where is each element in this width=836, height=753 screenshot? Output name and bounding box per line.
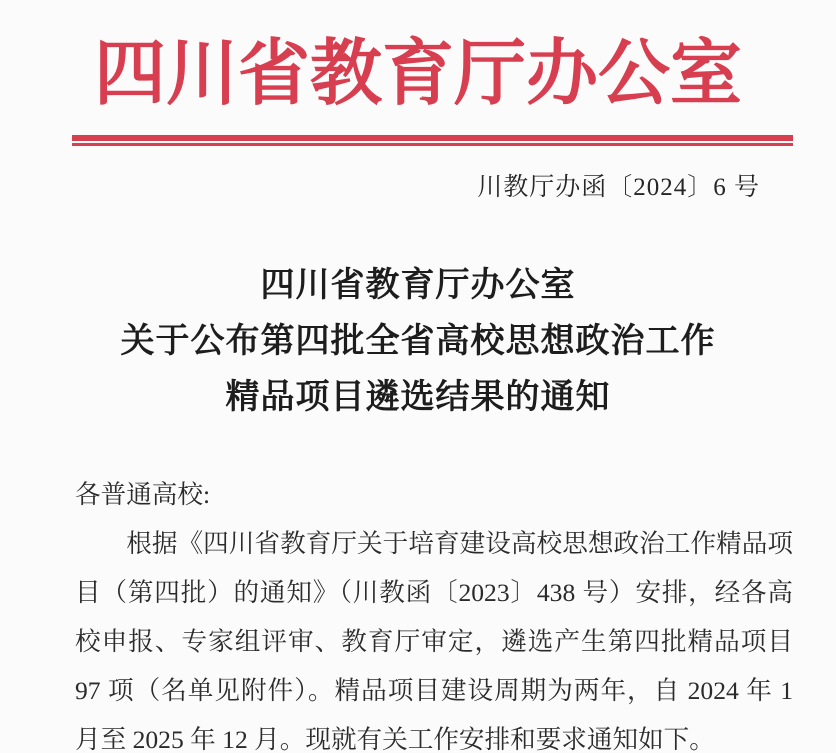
document-number: 川教厅办函〔2024〕6 号 — [477, 173, 760, 201]
body-paragraph: 根据《四川省教育厅关于培育建设高校思想政治工作精品项目（第四批）的通知》（川教函〔2023〕438 号）安排，经各高校申报、专家组评审、教育厅审定，遴选产生第四批精品项目 97 项（名单见附件）。精品项目建设周期为两年，自 2024 年 1 月至 2025 年 12 月。现就有关工作安排和要求通知如下。 — [75, 528, 793, 753]
notice-title-line-2: 关于公布第四批全省高校思想政治工作 — [120, 322, 716, 360]
document-body — [75, 470, 793, 753]
letterhead — [0, 0, 836, 203]
notice-title — [0, 258, 836, 426]
notice-title-line-3: 精品项目遴选结果的通知 — [225, 378, 611, 416]
red-divider-thin-line — [72, 143, 793, 146]
salutation: 各普通高校: — [75, 479, 211, 509]
notice-title-line-1: 四川省教育厅办公室 — [260, 266, 576, 304]
red-divider — [72, 135, 793, 146]
agency-title: 四川省教育厅办公室 — [93, 34, 742, 114]
